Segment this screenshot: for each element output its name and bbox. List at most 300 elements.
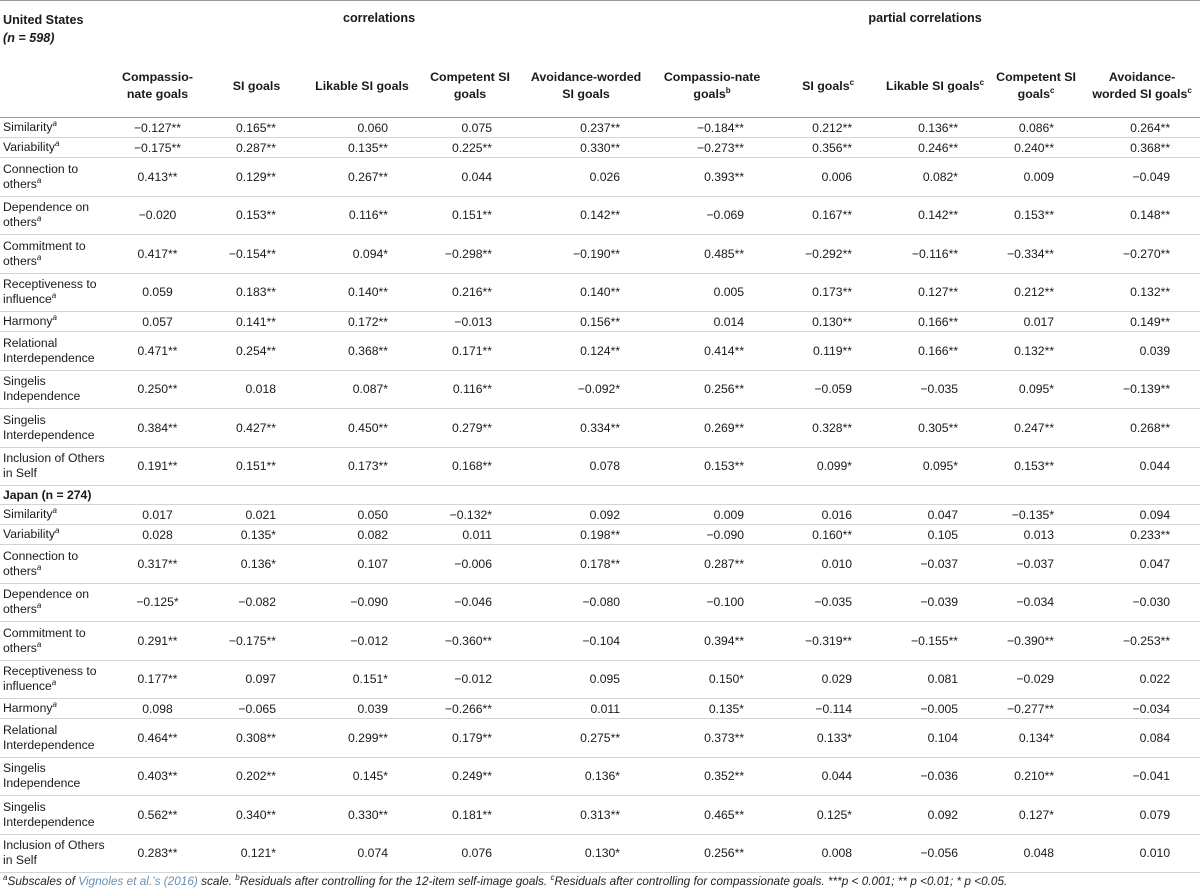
table-row — [0, 118, 1200, 138]
value-cell: −0.104 — [582, 633, 621, 648]
column-header — [306, 55, 418, 118]
value-cell: 0.177** — [137, 672, 178, 687]
value-cell: −0.059 — [814, 382, 853, 397]
value-cell: 0.141** — [236, 314, 276, 329]
row-label: Commitment to others — [3, 238, 86, 268]
value-cell: 0.087* — [352, 382, 388, 397]
row-label-cell — [0, 409, 108, 448]
value-cell: 0.166** — [918, 343, 959, 358]
section-row-japan — [0, 486, 1200, 505]
value-cell: 0.464** — [137, 730, 178, 745]
value-cell: 0.153** — [1014, 208, 1055, 223]
value-cell: 0.134* — [1018, 730, 1055, 745]
table-row — [0, 196, 1200, 235]
value-cell: 0.009 — [1023, 169, 1055, 184]
row-label: Commitment to others — [3, 625, 86, 655]
footnote-part-1: Subscales of — [7, 874, 79, 888]
value-cell: −0.298** — [444, 246, 492, 261]
table-row — [0, 719, 1200, 758]
header-row-groups — [0, 1, 1200, 56]
value-cell: 0.135* — [240, 527, 276, 542]
row-label-sup: a — [36, 214, 42, 224]
row-label: Similarity — [3, 507, 53, 521]
row-label: Receptiveness to influence — [3, 277, 97, 307]
value-cell: −0.360** — [444, 633, 492, 648]
value-cell: 0.305** — [918, 420, 959, 435]
value-cell: −0.155** — [910, 633, 959, 648]
row-label-cell — [0, 525, 108, 545]
column-header-text: Competent SI goals — [430, 70, 510, 101]
row-label-cell — [0, 235, 108, 274]
value-cell: 0.095 — [589, 672, 621, 687]
value-cell: 0.317** — [137, 556, 178, 571]
value-cell: 0.181** — [452, 807, 492, 822]
value-cell: 0.414** — [704, 343, 745, 358]
column-header — [774, 55, 882, 118]
column-header-text: Avoidance-worded SI goals — [1092, 70, 1188, 101]
value-cell: 0.417** — [137, 246, 178, 261]
table-row — [0, 583, 1200, 622]
value-cell: 0.079 — [1139, 807, 1171, 822]
row-label-cell — [0, 699, 108, 719]
value-cell: −0.041 — [1132, 769, 1171, 784]
row-label: Inclusion of Others in Self — [3, 451, 105, 481]
value-cell: 0.150* — [708, 672, 745, 687]
value-cell: 0.029 — [821, 672, 853, 687]
value-cell: 0.287** — [704, 556, 745, 571]
table-row — [0, 158, 1200, 197]
value-cell: −0.037 — [1016, 556, 1055, 571]
table-row — [0, 370, 1200, 409]
row-label-cell — [0, 505, 108, 525]
value-cell: −0.175** — [133, 140, 182, 155]
value-cell: 0.153** — [236, 208, 276, 223]
column-header-sup: c — [979, 77, 985, 87]
value-cell: 0.246** — [918, 140, 959, 155]
value-cell: 0.017 — [1023, 314, 1055, 329]
row-label: Relational Interdependence — [3, 722, 95, 752]
value-cell: 0.212** — [812, 120, 853, 135]
row-label-cell — [0, 583, 108, 622]
value-cell: 0.240** — [1014, 140, 1055, 155]
value-cell: −0.125* — [136, 595, 179, 610]
value-cell: 0.178** — [580, 556, 621, 571]
value-cell: 0.011 — [462, 527, 492, 542]
row-label-cell — [0, 118, 108, 138]
value-cell: 0.179** — [452, 730, 492, 745]
row-label-sup: a — [52, 312, 57, 322]
row-label-sup: a — [54, 525, 60, 535]
value-cell: 0.168** — [452, 459, 492, 474]
table-row — [0, 505, 1200, 525]
value-cell: −0.069 — [706, 208, 745, 223]
value-cell: 0.136* — [240, 556, 276, 571]
value-cell: 0.135* — [708, 701, 745, 716]
value-cell: 0.129** — [236, 169, 276, 184]
value-cell: 0.465** — [704, 807, 745, 822]
value-cell: 0.116** — [452, 382, 492, 397]
column-header-text: Compassio-nate goals — [663, 70, 761, 101]
value-cell: 0.283** — [137, 846, 178, 861]
value-cell: 0.142** — [918, 208, 959, 223]
value-cell: −0.253** — [1122, 633, 1171, 648]
value-cell: 0.010 — [1139, 846, 1171, 861]
value-cell: 0.059 — [142, 285, 173, 300]
row-label-sup: a — [52, 505, 57, 515]
table-row — [0, 660, 1200, 699]
column-header-text: Competent SI goals — [996, 70, 1076, 101]
value-cell: 0.022 — [1139, 672, 1171, 687]
value-cell: 0.269** — [704, 420, 745, 435]
value-cell: −0.132* — [449, 507, 492, 522]
value-cell: 0.156** — [580, 314, 621, 329]
value-cell: 0.212** — [1014, 285, 1055, 300]
value-cell: 0.165** — [236, 120, 276, 135]
row-label-sup: a — [54, 138, 60, 148]
table-row — [0, 525, 1200, 545]
value-cell: 0.039 — [1139, 343, 1171, 358]
value-cell: 0.125* — [816, 807, 853, 822]
value-cell: 0.018 — [245, 382, 276, 397]
value-cell: −0.036 — [920, 769, 959, 784]
row-label-sup: a — [51, 678, 57, 688]
value-cell: −0.034 — [1016, 595, 1055, 610]
value-cell: 0.287** — [236, 140, 276, 155]
row-label-sup: a — [36, 562, 42, 572]
column-header — [418, 55, 522, 118]
row-label: Variability — [3, 527, 55, 541]
value-cell: 0.562** — [137, 807, 178, 822]
value-cell: 0.021 — [245, 507, 276, 522]
value-cell: 0.009 — [713, 507, 745, 522]
value-cell: 0.016 — [821, 507, 853, 522]
value-cell: −0.139** — [1122, 382, 1171, 397]
value-cell: 0.136* — [584, 769, 621, 784]
row-label: Singelis Independence — [3, 761, 81, 791]
row-label: Singelis Interdependence — [3, 799, 95, 829]
value-cell: 0.047 — [1139, 556, 1171, 571]
value-cell: 0.471** — [137, 343, 178, 358]
value-cell: 0.403** — [137, 769, 178, 784]
value-cell: −0.184** — [696, 120, 745, 135]
value-cell: 0.368** — [1130, 140, 1171, 155]
section-label-japan: Japan (n = 274) — [3, 488, 92, 502]
table-row — [0, 622, 1200, 661]
row-label: Connection to others — [3, 161, 79, 191]
column-header-text: Compassio-nate goals — [122, 70, 193, 101]
value-cell: −0.114 — [815, 701, 853, 716]
value-cell: 0.172** — [348, 314, 388, 329]
row-label-cell — [0, 622, 108, 661]
value-cell: 0.268** — [1130, 420, 1171, 435]
row-label-cell — [0, 660, 108, 699]
value-cell: 0.279** — [452, 420, 492, 435]
value-cell: −0.277** — [1006, 701, 1055, 716]
row-label-sup: a — [36, 601, 42, 611]
table-row — [0, 796, 1200, 835]
value-cell: 0.014 — [713, 314, 745, 329]
value-cell: 0.198** — [580, 527, 621, 542]
value-cell: 0.225** — [452, 140, 492, 155]
value-cell: 0.142** — [580, 208, 621, 223]
value-cell: −0.012 — [350, 633, 388, 648]
value-cell: −0.092* — [577, 382, 621, 397]
value-cell: 0.132** — [1130, 285, 1171, 300]
row-label-cell — [0, 370, 108, 409]
value-cell: −0.056 — [920, 846, 959, 861]
value-cell: 0.078 — [589, 459, 621, 474]
row-label: Singelis Interdependence — [3, 412, 95, 442]
column-header-text: SI goals — [232, 78, 281, 93]
table-row — [0, 447, 1200, 486]
value-cell: 0.026 — [589, 169, 621, 184]
value-cell: 0.485** — [704, 246, 745, 261]
value-cell: 0.183** — [236, 285, 276, 300]
value-cell: 0.133* — [816, 730, 853, 745]
row-label-cell — [0, 796, 108, 835]
value-cell: −0.065 — [238, 701, 276, 716]
value-cell: 0.334** — [580, 420, 621, 435]
row-label-sup: a — [36, 252, 42, 262]
value-cell: 0.017 — [142, 507, 173, 522]
value-cell: 0.264** — [1130, 120, 1171, 135]
row-label-cell — [0, 138, 108, 158]
value-cell: 0.094 — [1139, 507, 1171, 522]
group-header-correlations: correlations — [342, 11, 416, 25]
row-label-cell — [0, 719, 108, 758]
value-cell: −0.273** — [696, 140, 745, 155]
value-cell: 0.130* — [584, 846, 621, 861]
table-row — [0, 545, 1200, 584]
value-cell: 0.005 — [713, 285, 745, 300]
value-cell: −0.035 — [920, 382, 959, 397]
row-label-cell — [0, 757, 108, 796]
value-cell: 0.308** — [236, 730, 276, 745]
value-cell: 0.086* — [1018, 120, 1055, 135]
value-cell: 0.105 — [927, 527, 959, 542]
value-cell: 0.148** — [1130, 208, 1171, 223]
header-row-columns — [0, 55, 1200, 118]
value-cell: 0.384** — [137, 420, 178, 435]
country-us-label: United States — [3, 13, 84, 27]
value-cell: 0.099* — [816, 459, 853, 474]
value-cell: 0.011 — [590, 701, 621, 716]
value-cell: 0.098 — [142, 701, 173, 716]
value-cell: −0.334** — [1006, 246, 1055, 261]
value-cell: 0.167** — [812, 208, 853, 223]
table-row — [0, 757, 1200, 796]
value-cell: −0.049 — [1132, 169, 1171, 184]
column-header-text: Likable SI goals — [315, 78, 409, 93]
row-label: Receptiveness to influence — [3, 664, 97, 694]
value-cell: 0.008 — [821, 846, 853, 861]
value-cell: −0.082 — [238, 595, 276, 610]
value-cell: 0.075 — [461, 120, 492, 135]
value-cell: −0.175** — [228, 633, 276, 648]
value-cell: 0.313** — [580, 807, 621, 822]
value-cell: 0.132** — [1014, 343, 1055, 358]
value-cell: 0.151* — [352, 672, 388, 687]
value-cell: −0.100 — [706, 595, 745, 610]
table-footnote — [3, 874, 1007, 888]
value-cell: 0.140** — [348, 285, 388, 300]
value-cell: 0.084 — [1139, 730, 1171, 745]
value-cell: −0.116** — [911, 246, 959, 261]
column-header — [207, 55, 306, 118]
table-row — [0, 332, 1200, 371]
value-cell: 0.352** — [704, 769, 745, 784]
value-cell: 0.149** — [1130, 314, 1171, 329]
value-cell: 0.237** — [580, 120, 621, 135]
value-cell: 0.450** — [348, 420, 388, 435]
value-cell: −0.029 — [1016, 672, 1055, 687]
value-cell: −0.006 — [454, 556, 492, 571]
empty-header-cell — [0, 55, 108, 118]
value-cell: 0.044 — [821, 769, 853, 784]
value-cell: 0.191** — [137, 459, 178, 474]
value-cell: 0.095* — [922, 459, 959, 474]
value-cell: 0.044 — [461, 169, 492, 184]
row-label: Relational Interdependence — [3, 335, 95, 365]
value-cell: 0.173** — [812, 285, 853, 300]
row-label-cell — [0, 332, 108, 371]
value-cell: 0.153** — [704, 459, 745, 474]
value-cell: 0.094* — [352, 246, 388, 261]
citation-link[interactable]: Vignoles et al.’s (2016) — [78, 874, 198, 888]
value-cell: 0.044 — [1139, 459, 1171, 474]
value-cell: 0.328** — [812, 420, 853, 435]
value-cell: 0.127* — [1018, 807, 1055, 822]
column-header-text: Likable SI goals — [886, 78, 980, 93]
column-header — [988, 55, 1084, 118]
value-cell: 0.373** — [704, 730, 745, 745]
row-label-cell — [0, 196, 108, 235]
value-cell: 0.254** — [236, 343, 276, 358]
table-row — [0, 235, 1200, 274]
footnote-sup-b: b — [235, 873, 240, 883]
value-cell: 0.145* — [352, 769, 388, 784]
value-cell: 0.160** — [812, 527, 853, 542]
row-label-cell — [0, 834, 108, 873]
value-cell: −0.012 — [454, 672, 492, 687]
table-row — [0, 312, 1200, 332]
row-label: Harmony — [3, 701, 53, 715]
value-cell: −0.390** — [1006, 633, 1055, 648]
column-header — [108, 55, 207, 118]
row-label: Singelis Independence — [3, 374, 81, 404]
value-cell: 0.119** — [812, 343, 853, 358]
value-cell: 0.092 — [927, 807, 959, 822]
table-row — [0, 138, 1200, 158]
value-cell: −0.270** — [1122, 246, 1171, 261]
value-cell: −0.266** — [444, 701, 492, 716]
value-cell: 0.028 — [142, 527, 173, 542]
value-cell: 0.210** — [1014, 769, 1055, 784]
value-cell: 0.097 — [245, 672, 276, 687]
value-cell: 0.116** — [348, 208, 388, 223]
value-cell: 0.057 — [142, 314, 173, 329]
value-cell: 0.330** — [580, 140, 621, 155]
column-header-sup: c — [1187, 85, 1192, 95]
column-header — [650, 55, 774, 118]
value-cell: −0.035 — [814, 595, 853, 610]
value-cell: 0.047 — [927, 507, 959, 522]
value-cell: 0.060 — [357, 120, 388, 135]
row-label-cell — [0, 545, 108, 584]
value-cell: 0.340** — [236, 807, 276, 822]
value-cell: 0.275** — [580, 730, 621, 745]
value-cell: −0.037 — [920, 556, 959, 571]
value-cell: 0.299** — [348, 730, 388, 745]
row-label-sup: a — [36, 639, 42, 649]
row-label-sup: a — [52, 118, 57, 128]
value-cell: −0.127** — [133, 120, 182, 135]
column-header-sup: c — [1050, 85, 1055, 95]
value-cell: 0.393** — [704, 169, 745, 184]
value-cell: 0.233** — [1130, 527, 1171, 542]
value-cell: −0.030 — [1132, 595, 1171, 610]
value-cell: 0.151** — [452, 208, 492, 223]
value-cell: 0.202** — [236, 769, 276, 784]
value-cell: 0.216** — [452, 285, 492, 300]
footnote-part-3: Residuals after controlling for the 12-item self-image goals. — [239, 874, 551, 888]
row-label-cell — [0, 447, 108, 486]
row-label-sup: a — [51, 291, 57, 301]
value-cell: 0.076 — [461, 846, 492, 861]
value-cell: 0.074 — [357, 846, 388, 861]
value-cell: −0.039 — [920, 595, 959, 610]
value-cell: 0.173** — [348, 459, 388, 474]
value-cell: −0.190** — [572, 246, 621, 261]
row-label: Harmony — [3, 314, 53, 328]
value-cell: 0.130** — [812, 314, 853, 329]
value-cell: 0.006 — [821, 169, 853, 184]
value-cell: −0.013 — [454, 314, 492, 329]
column-header-text: Avoidance-worded SI goals — [530, 70, 642, 101]
value-cell: 0.107 — [357, 556, 388, 571]
value-cell: 0.368** — [348, 343, 388, 358]
row-label: Dependence on others — [3, 200, 90, 230]
value-cell: 0.140** — [580, 285, 621, 300]
value-cell: 0.048 — [1023, 846, 1055, 861]
value-cell: 0.081 — [927, 672, 959, 687]
value-cell: 0.291** — [137, 633, 178, 648]
row-label: Variability — [3, 140, 55, 154]
row-label-cell — [0, 273, 108, 312]
value-cell: 0.104 — [927, 730, 959, 745]
footnote-part-2: scale. — [197, 874, 236, 888]
column-header — [1084, 55, 1200, 118]
footnote-sup-c: c — [550, 873, 555, 883]
row-label: Connection to others — [3, 548, 79, 578]
column-header — [522, 55, 650, 118]
table-row — [0, 273, 1200, 312]
value-cell: −0.135* — [1011, 507, 1055, 522]
value-cell: 0.151** — [236, 459, 276, 474]
value-cell: −0.020 — [138, 208, 177, 223]
row-label: Similarity — [3, 120, 53, 134]
column-header-sup: c — [849, 77, 855, 87]
country-header — [0, 1, 108, 56]
value-cell: 0.413** — [137, 169, 178, 184]
value-cell: 0.136** — [918, 120, 959, 135]
table-row — [0, 834, 1200, 873]
value-cell: 0.050 — [357, 507, 388, 522]
value-cell: 0.256** — [704, 382, 745, 397]
value-cell: 0.249** — [452, 769, 492, 784]
value-cell: 0.356** — [812, 140, 853, 155]
value-cell: −0.090 — [350, 595, 388, 610]
